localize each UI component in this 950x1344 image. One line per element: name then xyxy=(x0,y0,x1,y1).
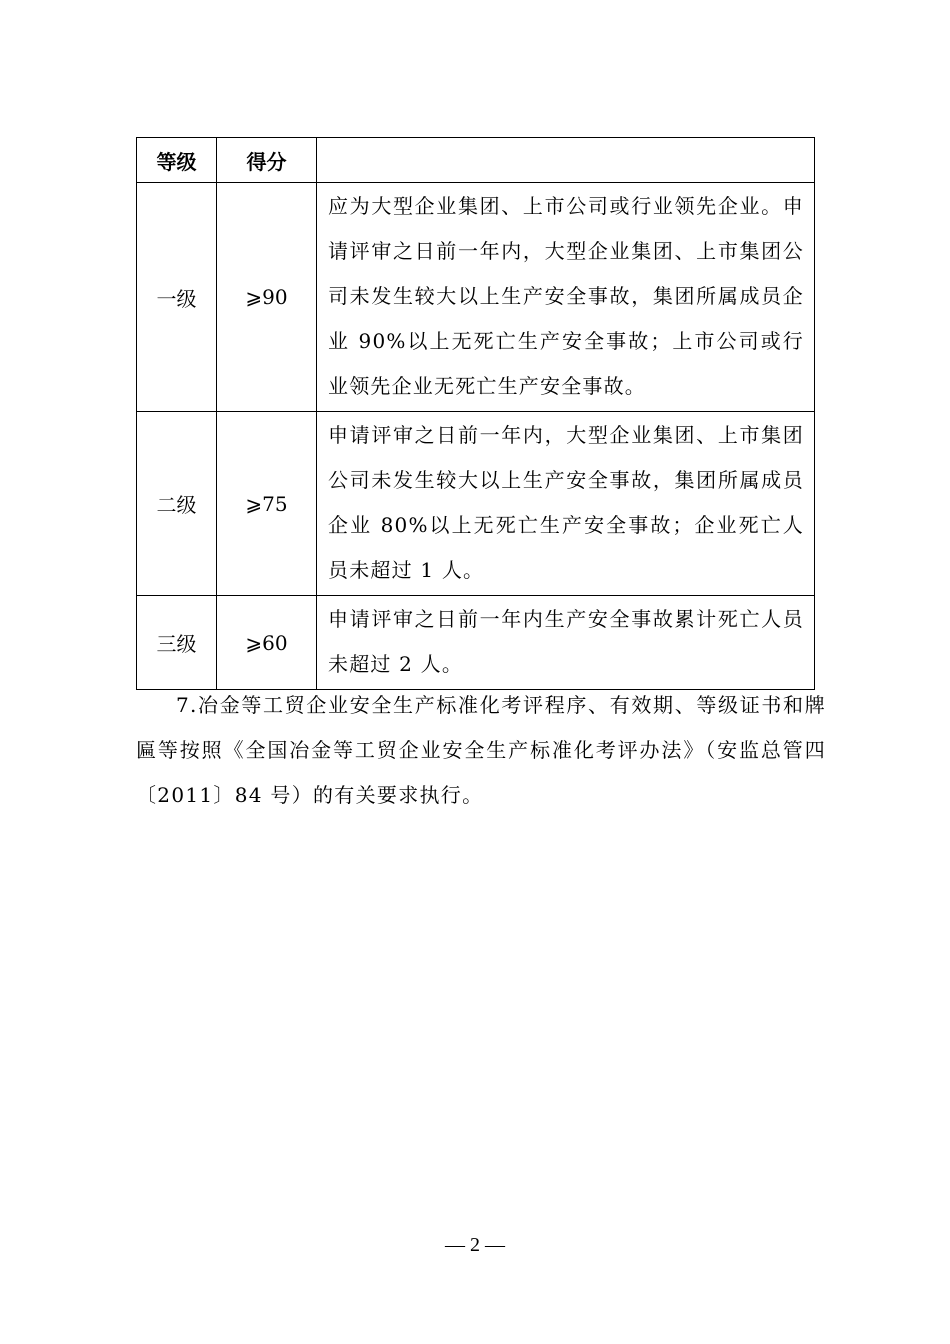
grade-criteria-table xyxy=(136,137,815,690)
body-paragraph: 7.冶金等工贸企业安全生产标准化考评程序、有效期、等级证书和牌匾等按照《全国冶金等工贸企业安全生产标准化考评办法》（安监总管四〔2011〕84 号）的有关要求执行。 xyxy=(136,693,826,807)
table-row xyxy=(137,183,815,412)
score-cell: ⩾75 xyxy=(217,412,317,596)
level-cell: 二级 xyxy=(137,412,217,596)
table-row xyxy=(137,596,815,690)
table-row xyxy=(137,412,815,596)
condition-cell: 申请评审之日前一年内生产安全事故累计死亡人员未超过 2 人。 xyxy=(317,596,815,690)
header-score: 得分 xyxy=(217,138,317,183)
table-header-row xyxy=(137,138,815,183)
level-cell: 三级 xyxy=(137,596,217,690)
header-condition xyxy=(317,138,815,183)
condition-cell: 申请评审之日前一年内，大型企业集团、上市集团公司未发生较大以上生产安全事故，集团所属成员企业 80%以上无死亡生产安全事故；企业死亡人员未超过 1 人。 xyxy=(317,412,815,596)
score-cell: ⩾60 xyxy=(217,596,317,690)
header-level: 等级 xyxy=(137,138,217,183)
level-cell: 一级 xyxy=(137,183,217,412)
score-cell: ⩾90 xyxy=(217,183,317,412)
condition-cell: 应为大型企业集团、上市公司或行业领先企业。申请评审之日前一年内，大型企业集团、上市集团公司未发生较大以上生产安全事故，集团所属成员企业 90%以上无死亡生产安全事故；上市公司或行业领先企业无死亡生产安全事故。 xyxy=(317,183,815,412)
page-number: — 2 — xyxy=(445,1234,505,1256)
